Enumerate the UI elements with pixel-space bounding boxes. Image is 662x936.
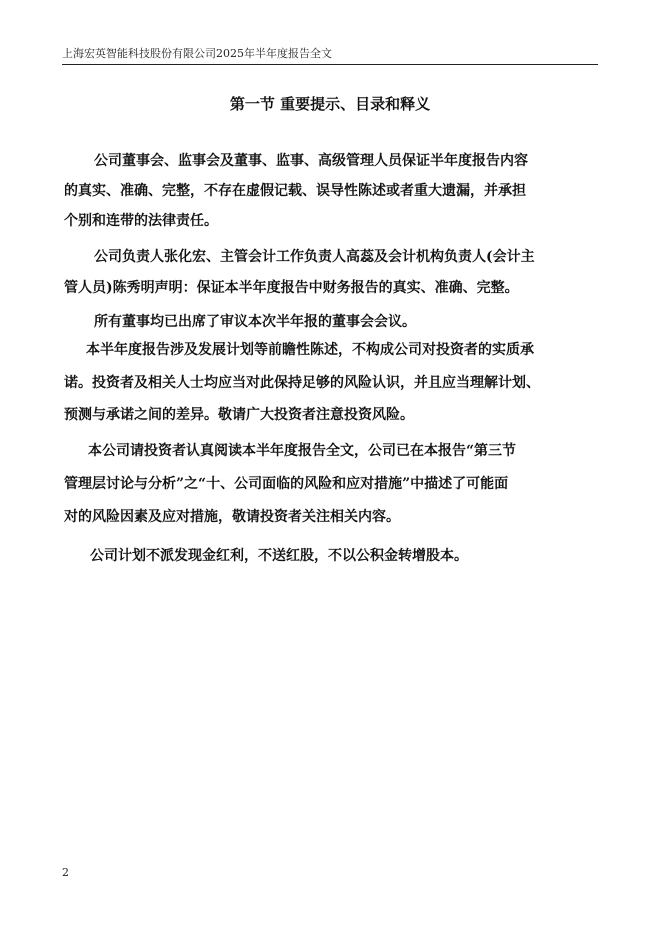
section-title: 第一节 重要提示、目录和释义: [229, 95, 431, 113]
page-header: [62, 47, 598, 65]
paragraph-1-line-2: 的真实、准确、完整，不存在虚假记载、误导性陈述或者重大遗漏，并承担: [64, 183, 526, 199]
paragraph-4-line-2: 诺。投资者及相关人士均应当对此保持足够的风险认识，并且应当理解计划、: [64, 375, 540, 391]
paragraph-5-line-3: 对的风险因素及应对措施，敬请投资者关注相关内容。: [64, 509, 400, 525]
paragraph-3-line-1: 所有董事均已出席了审议本次半年报的董事会会议。: [94, 314, 416, 330]
header-text: 上海宏英智能科技股份有限公司2025年半年度报告全文: [62, 47, 332, 60]
paragraph-1-line-3: 个别和连带的法律责任。: [64, 213, 218, 229]
paragraph-4-line-1: 本半年度报告涉及发展计划等前瞻性陈述，不构成公司对投资者的实质承: [86, 342, 534, 358]
paragraph-2-line-2: 管人员)陈秀明声明：保证本半年度报告中财务报告的真实、准确、完整。: [64, 280, 519, 296]
paragraph-1-line-1: 公司董事会、监事会及董事、监事、高级管理人员保证半年度报告内容: [94, 153, 528, 169]
paragraph-2-line-1: 公司负责人张化宏、主管会计工作负责人高蕊及会计机构负责人(会计主: [94, 249, 535, 265]
page-number: 2: [62, 866, 69, 879]
paragraph-5-line-2: 管理层讨论与分析”之“十、公司面临的风险和应对措施”中描述了可能面: [64, 476, 509, 492]
paragraph-6-line-1: 公司计划不派发现金红利，不送红股，不以公积金转增股本。: [90, 548, 468, 564]
paragraph-5-line-1: 本公司请投资者认真阅读本半年度报告全文，公司已在本报告“第三节: [88, 443, 517, 459]
paragraph-4-line-3: 预测与承诺之间的差异。敬请广大投资者注意投资风险。: [64, 407, 414, 423]
